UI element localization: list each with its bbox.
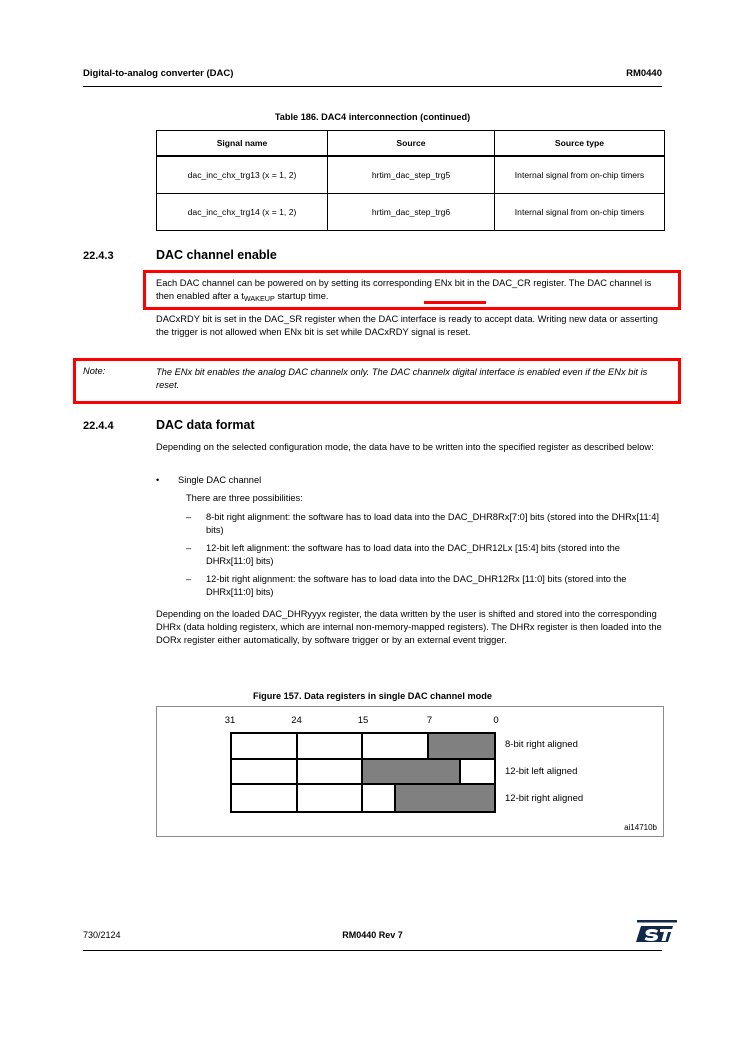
figure-157-frame (156, 706, 664, 837)
figure-reference-code: ai14710b (624, 823, 657, 832)
bit-row (232, 785, 494, 811)
bullet-marker: • (156, 475, 160, 485)
cell-source-type: Internal signal from on-chip timers (495, 194, 665, 231)
note-label: Note: (83, 366, 106, 376)
cell-signal-name: dac_inc_chx_trg13 (x = 1, 2) (157, 156, 328, 194)
bit-row (232, 734, 494, 760)
bit-cell-empty (363, 785, 396, 811)
section-title-dac-channel-enable: DAC channel enable (156, 248, 277, 262)
bit-cell-shaded (396, 785, 494, 811)
dash-item-12bit-right (186, 573, 662, 599)
cell-source: hrtim_dac_step_trg5 (328, 156, 495, 194)
column-header-source-type: Source type (495, 131, 665, 157)
bit-tick-15: 15 (357, 715, 369, 726)
cell-signal-name: dac_inc_chx_trg14 (x = 1, 2) (157, 194, 328, 231)
header-chapter-title: Digital-to-analog converter (DAC) (83, 68, 234, 79)
dash-item-text: 8-bit right alignment: the software has to load data into the DAC_DHR8Rx[7:0] bits (stored into the DHRx[11:4] bits) (206, 512, 660, 536)
dac-channel-enable-paragraph-1 (156, 277, 662, 303)
dash-item-12bit-left (186, 542, 662, 568)
dac-data-format-intro: Depending on the selected configuration mode, the data have to be written into the specified register as described below: (156, 442, 654, 452)
dash-item-text: 12-bit right alignment: the software has to load data into the DAC_DHR12Rx [11:0] bits (stored into the DHRx[11:0] bits) (206, 574, 627, 598)
dac-channel-enable-paragraph-2: DACxRDY bit is set in the DAC_SR register when the DAC interface is ready to accept data. Writing new data or asserting the trigger is not allowed when ENx bit is set while DACxRDY signal is reset. (156, 314, 658, 338)
dash-item-8bit-right (186, 511, 662, 537)
register-row-label: 12-bit left aligned (505, 766, 578, 777)
bit-cell-empty (232, 785, 298, 811)
footer-document-revision: RM0440 Rev 7 (342, 930, 403, 940)
bit-tick-0: 0 (493, 715, 499, 726)
section-number-22-4-4: 22.4.4 (83, 420, 114, 432)
dash-marker: – (186, 574, 192, 584)
cell-source-type: Internal signal from on-chip timers (495, 156, 665, 194)
paragraph-text-before-subscript: Each DAC channel can be powered on by setting its corresponding ENx bit in the DAC_CR register. The DAC channel is then enabled after a t (156, 278, 652, 302)
section-title-dac-data-format: DAC data format (156, 418, 255, 432)
bit-cell-shaded (363, 760, 461, 784)
bit-register-grid (230, 732, 496, 813)
dash-marker: – (186, 512, 192, 522)
bit-cell-empty (363, 734, 429, 758)
bit-cell-empty (298, 760, 364, 784)
table-header-row (157, 131, 665, 157)
table-caption: Table 186. DAC4 interconnection (continued) (274, 112, 471, 122)
table-row (157, 156, 665, 194)
figure-caption: Figure 157. Data registers in single DAC channel mode (253, 691, 492, 701)
register-row-label: 12-bit right aligned (505, 793, 584, 804)
bit-cell-empty (298, 734, 364, 758)
bullet-single-dac-channel (156, 474, 662, 487)
bit-cell-empty (298, 785, 364, 811)
note-text: The ENx bit enables the analog DAC channelx only. The DAC channelx digital interface is enabled even if the ENx bit is reset. (156, 367, 648, 391)
footer-divider (83, 950, 662, 951)
st-logo (634, 918, 680, 946)
section-number-22-4-3: 22.4.3 (83, 250, 114, 262)
table-row (157, 194, 665, 231)
bit-cell-empty (232, 760, 298, 784)
bit-cell-shaded (429, 734, 495, 758)
header-divider (83, 86, 662, 87)
column-header-source: Source (328, 131, 495, 157)
register-row-label: 8-bit right aligned (505, 739, 578, 750)
dash-item-text: 12-bit left alignment: the software has to load data into the DAC_DHR12Lx [15:4] bits (stored into the DHRx[11:0] bits) (206, 543, 620, 567)
dac4-interconnection-table (156, 130, 665, 231)
paragraph-text-after-subscript: startup time. (274, 291, 329, 302)
dac-data-format-closing-paragraph: Depending on the loaded DAC_DHRyyyx register, the data written by the user is shifted and stored into the corresponding DHRx (data holding registerx, which are internal non-memory-mapped registers). The DHRx register is then loaded into the DORx register either automatically, by software trigger or by an external event trigger. (156, 609, 662, 646)
bit-cell-empty (232, 734, 298, 758)
bit-tick-24: 24 (291, 715, 302, 726)
footer-page-number: 730/2124 (83, 930, 121, 940)
bit-row (232, 760, 494, 786)
sub-intro-three-possibilities: There are three possibilities: (186, 493, 303, 503)
column-header-signal-name: Signal name (157, 131, 328, 157)
header-document-id: RM0440 (626, 68, 662, 79)
subscript-wakeup: WAKEUP (243, 294, 275, 304)
bit-cell-empty (461, 760, 494, 784)
bit-tick-7: 7 (426, 715, 433, 726)
bit-tick-31: 31 (224, 715, 236, 726)
page-header (83, 68, 662, 79)
red-underline-wakeup (424, 301, 486, 304)
bullet-label: Single DAC channel (178, 475, 262, 485)
cell-source: hrtim_dac_step_trg6 (328, 194, 495, 231)
dash-marker: – (186, 543, 192, 553)
